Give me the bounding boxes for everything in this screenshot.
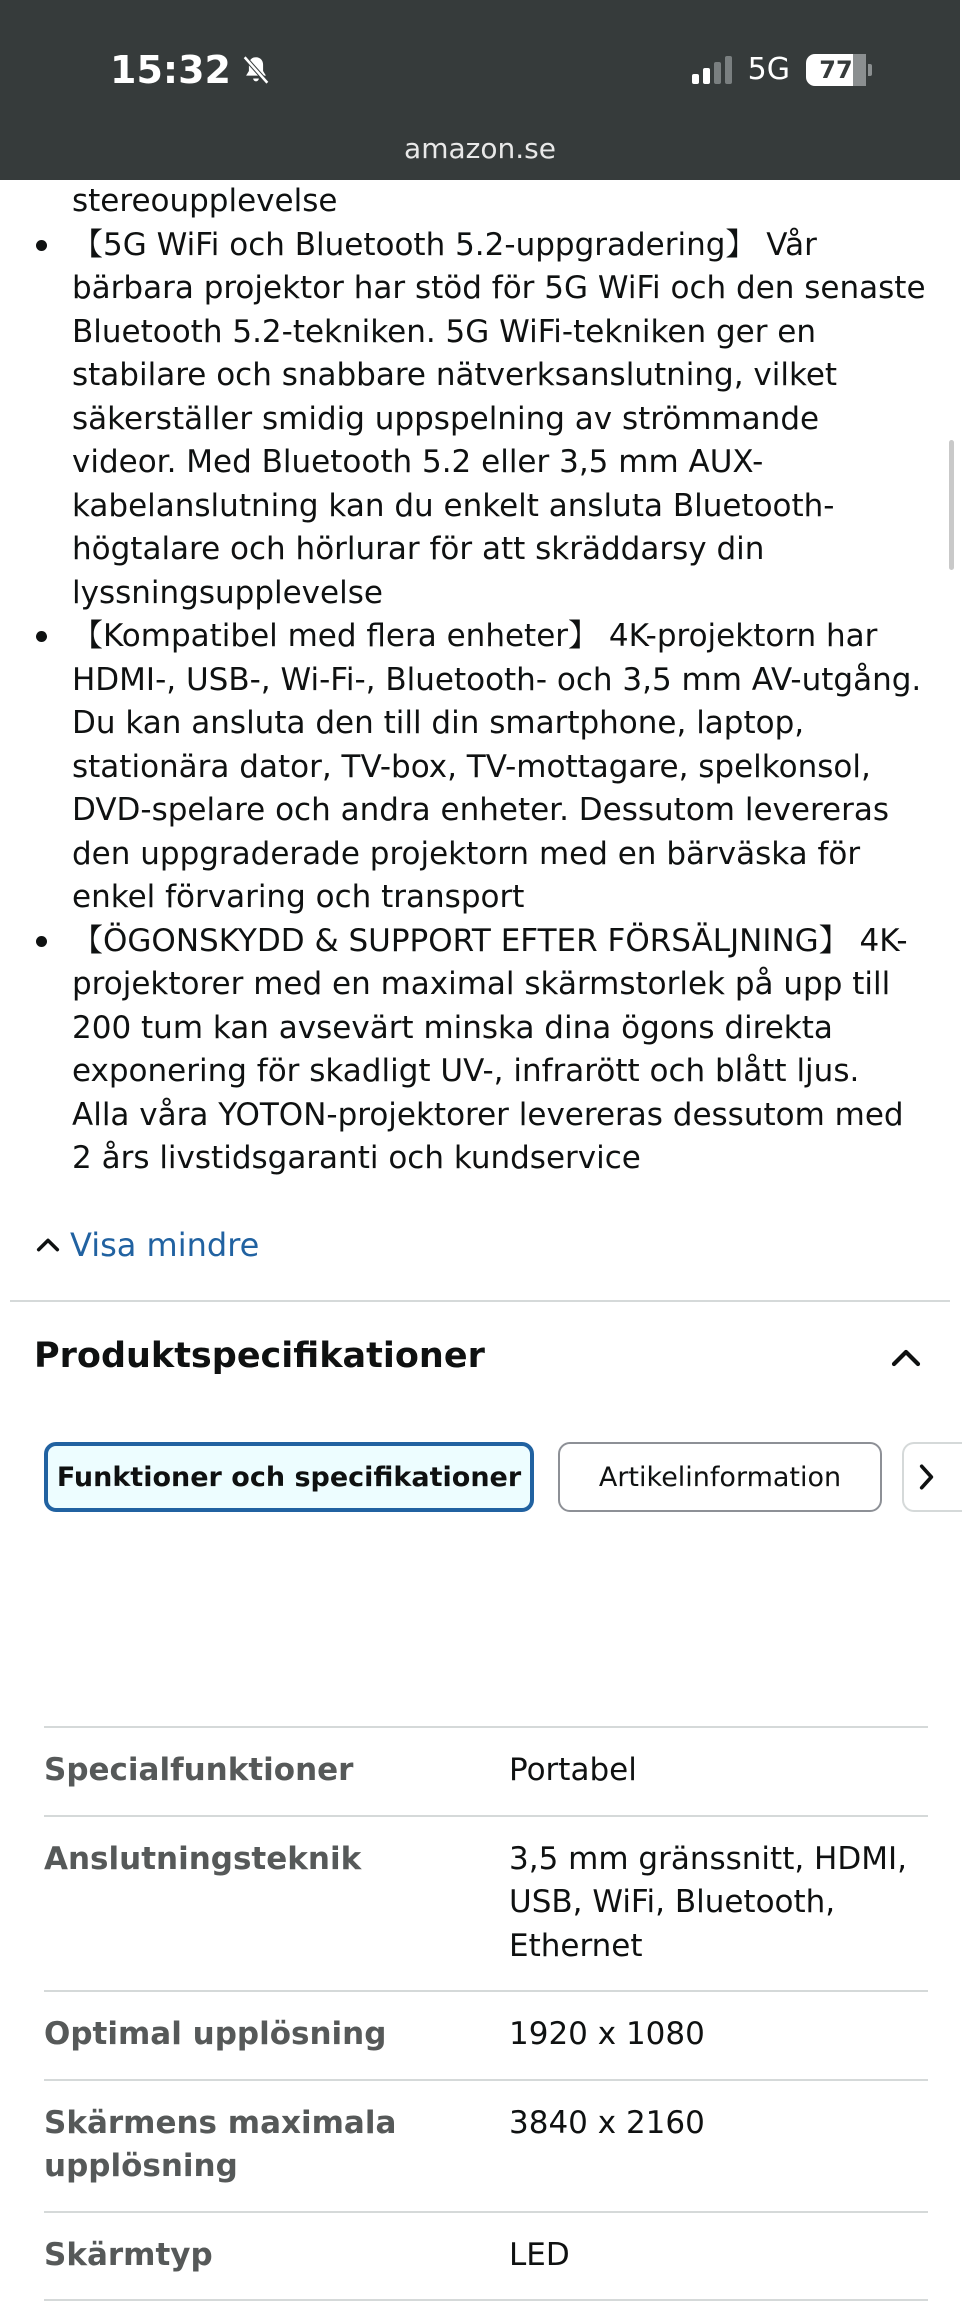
- network-type: 5G: [747, 52, 790, 87]
- spec-value: 1920 x 1080: [509, 2016, 705, 2052]
- table-row: [44, 2212, 928, 2301]
- tab-features-and-specs[interactable]: Funktioner och specifikationer: [44, 1442, 534, 1512]
- section-title[interactable]: Produktspecifikationer: [34, 1336, 485, 1376]
- table-row: [44, 1991, 928, 2080]
- list-item: 【5G WiFi och Bluetooth 5.2-uppgradering】 Vår bärbara projektor har stöd för 5G WiFi och den senaste Bluetooth 5.2-tekniken. 5G WiFi-tekniken ger en stabilare och snabbare nätverksanslutning, vilket säkerställer smidig uppspelning av strömmande videor. Med Bluetooth 5.2 eller 3,5 mm AUX-kabelanslutning kan du enkelt ansluta Bluetooth-högtalare och hörlurar för att skräddarsy din lyssningsupplevelse: [72, 224, 926, 616]
- tab-item-information[interactable]: Artikelinformation: [558, 1442, 882, 1512]
- spec-key: Skärmtyp: [44, 2236, 213, 2273]
- cellular-signal-icon: [692, 56, 732, 84]
- spec-key: Skärmens maximala upplösning: [44, 2104, 397, 2184]
- battery-icon: [806, 54, 872, 86]
- show-less-label: Visa mindre: [70, 1226, 260, 1264]
- spec-key: Anslutningsteknik: [44, 1840, 362, 1877]
- spec-table: [44, 1726, 928, 2301]
- product-details: [0, 180, 960, 2273]
- chevron-right-icon: [913, 1462, 939, 1492]
- list-item: 【Kompatibel med flera enheter】 4K-projektorn har HDMI-, USB-, Wi-Fi-, Bluetooth- och 3,5 mm AV-utgång. Du kan ansluta den till din smartphone, laptop, stationära dator, TV-box, TV-mottagare, spelkonsol, DVD-spelare och andra enheter. Dessutom levereras den uppgraderade projektorn med en bärväska för enkel förvaring och transport: [72, 615, 926, 920]
- spec-key: Optimal upplösning: [44, 2016, 387, 2052]
- table-row: [44, 1727, 928, 1816]
- spec-tabs: [44, 1442, 944, 1512]
- spec-value: Portabel: [509, 1752, 637, 1788]
- tabs-scroll-right-button[interactable]: [902, 1442, 962, 1512]
- url-bar[interactable]: amazon.se: [404, 132, 556, 165]
- spec-value: 3840 x 2160: [509, 2104, 705, 2141]
- table-row: [44, 1816, 928, 1992]
- clock: [110, 48, 273, 92]
- bell-muted-icon: [239, 53, 273, 87]
- status-bar: [0, 0, 960, 180]
- feature-bullets: [0, 180, 960, 1181]
- section-divider: [10, 1300, 950, 1302]
- spec-value: 3,5 mm gränssnitt, HDMI, USB, WiFi, Bluetooth, Ethernet: [509, 1840, 907, 1964]
- battery-level: 77: [819, 55, 853, 84]
- list-item: 【ÖGONSKYDD & SUPPORT EFTER FÖRSÄLJNING】 4K-projektorer med en maximal skärmstorlek på upp till 200 tum kan avsevärt minska dina ögons direkta exponering för skadligt UV-, infrarött och blått ljus. Alla våra YOTON-projektorer levereras dessutom med 2 års livstidsgaranti och kundservice: [72, 920, 926, 1181]
- clock-time: 15:32: [110, 48, 231, 92]
- collapse-chevron-up-icon[interactable]: [888, 1340, 924, 1376]
- spec-value: LED: [509, 2236, 570, 2273]
- table-row: [44, 2080, 928, 2212]
- list-item: stereoupplevelse: [72, 183, 338, 219]
- chevron-up-icon: [34, 1231, 62, 1259]
- spec-key: Specialfunktioner: [44, 1752, 354, 1788]
- show-less-link[interactable]: [34, 1226, 259, 1264]
